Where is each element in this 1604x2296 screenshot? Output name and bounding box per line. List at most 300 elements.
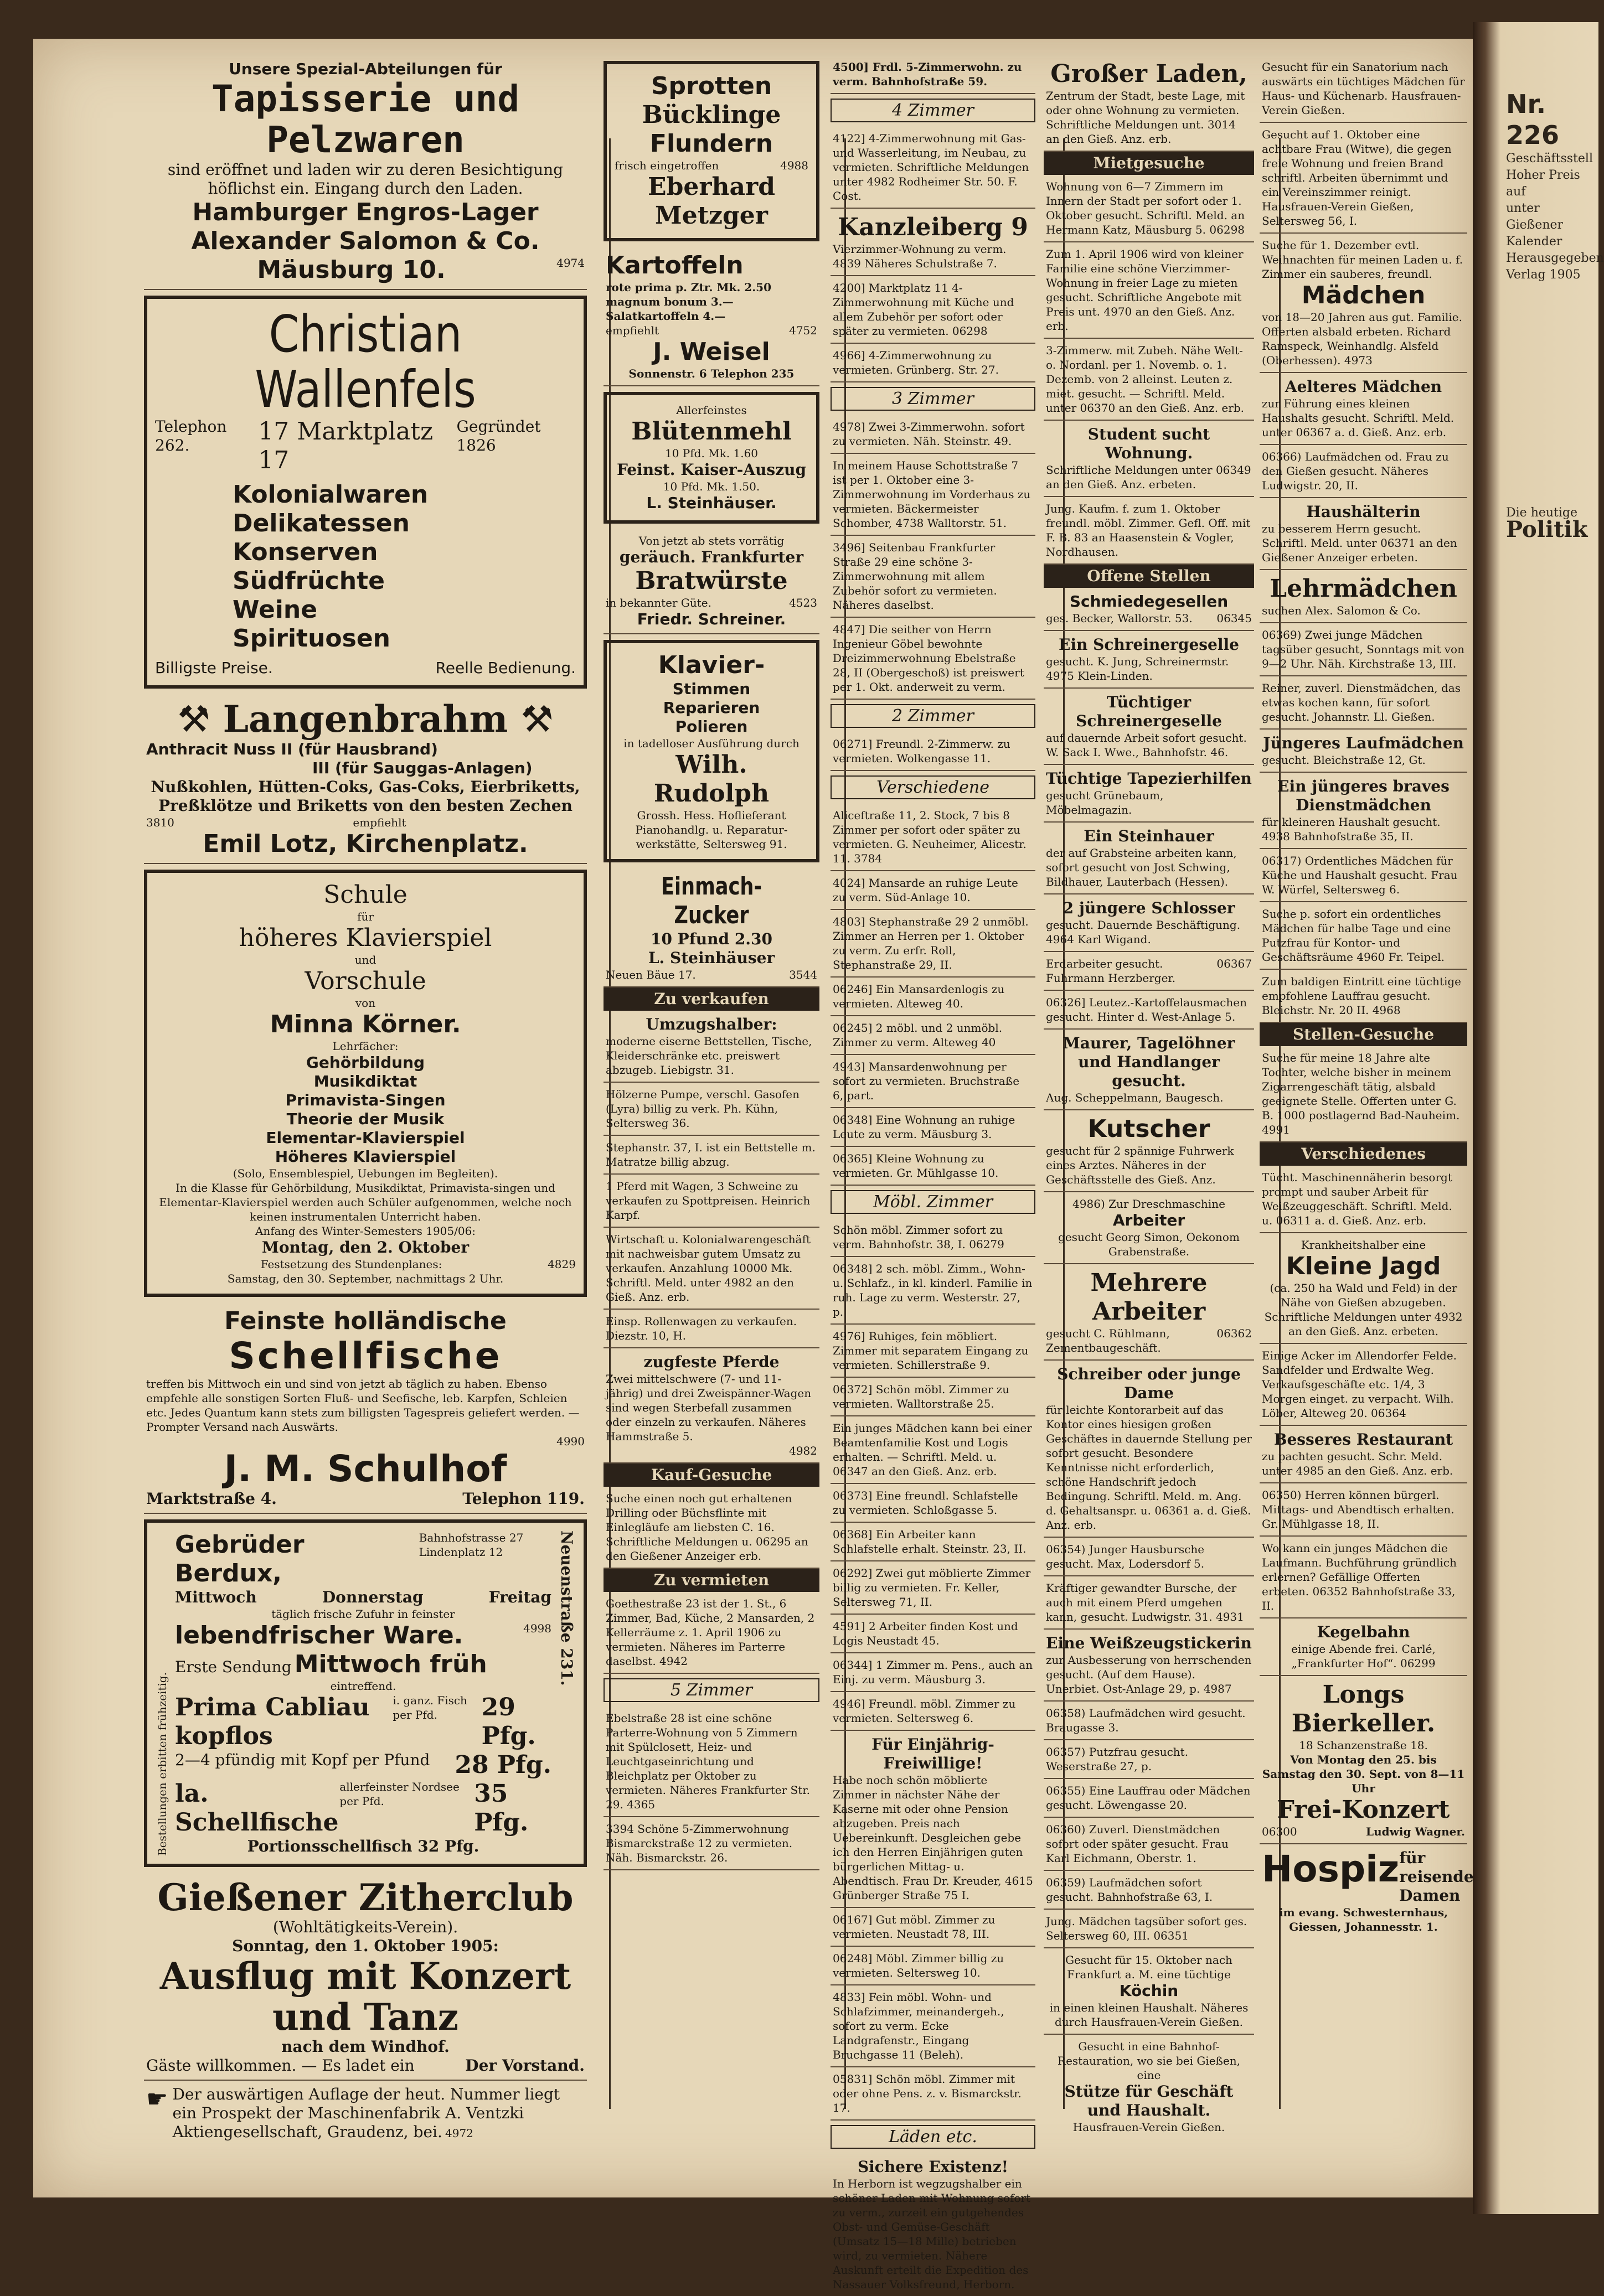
classified-ad: 06348] Eine Wohnung an ruhige Leute zu verm. Mäusburg 3. <box>831 1108 1035 1147</box>
classified-ad: 06271] Freundl. 2-Zimmerw. zu vermieten. Wolkengasse 11. <box>831 732 1035 771</box>
ad-ref: 4991 <box>1262 1123 1290 1136</box>
ad-text: Habe noch schön möblierte Zimmer in nächster Nähe der Kaserne mit oder ohne Pension abzugeben. Preis nach Uebereinkunft. Desgleichen gebe ich den Herren Einjährigen guten bürgerlichen Mittag- u. Abendtisch. Frau Dr. Kreuder, 4615 Grünberger Straße 75 I. <box>833 1773 1033 1902</box>
ad-text: täglich frische Zufuhr in feinster <box>271 1607 455 1621</box>
classified-ad: Wirtschaft u. Kolonialwarengeschäft mit nachweisbar gutem Umsatz zu verkaufen. Anzahlung 10000 Mk. Schriftl. Meld. unter 4982 an den Gieß. Anz. erb. <box>604 1228 819 1310</box>
ad-text: (Wohltätigkeits-Verein). <box>272 1918 458 1936</box>
ad-ref: 4972 <box>445 2127 473 2140</box>
ad-ref: 4990 <box>556 1435 585 1448</box>
ad-text: für <box>357 910 374 923</box>
ad-ref: 06300 <box>1262 1825 1297 1838</box>
ad-klavierschule <box>144 870 587 1297</box>
ad-ref: 4829 <box>548 1258 576 1271</box>
ad-schreinergeselle <box>1044 631 1254 689</box>
ad-item: Anthracit Nuss II (für Hausbrand) <box>146 740 438 758</box>
ad-date: Samstag, den 30. September, nachmittags 2 Uhr. <box>227 1272 504 1285</box>
ad-company: L. Steinhäuser. <box>646 494 777 512</box>
facing-text-4: Herausgegeben <box>1506 251 1604 265</box>
ad-title: Langenbrahm <box>223 697 508 741</box>
ad-ref: 3544 <box>789 968 817 981</box>
ad-text: Der auswärtigen Auflage der heut. Nummer liegt ein Prospekt der Maschinenfabrik A. Ventzki Aktiengesellschaft, Graudenz, bei. <box>172 2085 560 2141</box>
ad-text: in einen kleinen Haushalt. Näheres durch Hausfrauen-Verein Gießen. <box>1049 2001 1249 2029</box>
classified-ad: 4978] Zwei 3-Zimmerwohn. sofort zu vermieten. Näh. Steinstr. 49. <box>831 415 1035 454</box>
ad-ref: 3394 <box>606 1822 634 1835</box>
ad-title: Stütze für Geschäft und Haushalt. <box>1064 2082 1234 2119</box>
ad-tapisserie <box>144 55 587 290</box>
ad-schmied <box>1044 588 1254 631</box>
ad-price: 28 Pfg. <box>455 1751 551 1779</box>
classified-ad: 06245] 2 möbl. und 2 unmöbl. Zimmer zu verm. Alteweg 40 <box>831 1016 1035 1055</box>
ad-ref: 06298 <box>952 324 988 338</box>
column-3 <box>831 55 1035 2291</box>
classified-ad: 06359) Laufmädchen sofort gesucht. Bahnhofstraße 63, I. <box>1044 1871 1254 1910</box>
classified-ad <box>831 276 1035 344</box>
ad-text: Festsetzung des Stundenplanes: <box>260 1258 442 1271</box>
ad-ref: 4931 <box>1215 1610 1244 1623</box>
ad-ref: 4365 <box>627 1798 656 1811</box>
ad-title: Großer Laden, <box>1050 60 1247 88</box>
ad-price: 10 Pfund 2.30 <box>650 930 773 948</box>
ad-ref: 4523 <box>789 596 817 609</box>
ad-haushaelterin <box>1260 498 1467 570</box>
classified-ad <box>1044 1910 1254 1948</box>
ad-bluetenmehl <box>604 392 819 524</box>
ad-title: Schellfische <box>229 1335 502 1377</box>
classified-ad: 06368] Ein Arbeiter kann Schlafstelle erhalt. Steinstr. 23, II. <box>831 1523 1035 1561</box>
ad-address: 18 Schanzenstraße 18. <box>1299 1739 1428 1752</box>
ad-ref: 06364 <box>1371 1406 1406 1420</box>
classified-ad: Einsp. Rollenwagen zu verkaufen. Diezstr. 10, H. <box>604 1310 819 1348</box>
ad-company: Friedr. Schreiner. <box>637 610 786 628</box>
ad-title: Longs Bierkeller. <box>1291 1680 1436 1737</box>
ad-address: Mäusburg 10. <box>257 256 446 284</box>
classified-ad: 06357) Putzfrau gesucht. Weserstraße 27, p. <box>1044 1740 1254 1779</box>
ad-ref: 06362 <box>1216 1327 1252 1340</box>
classified-ad: 06360) Zuverl. Dienstmädchen sofort oder später gesucht. Frau Karl Eichmann, Oberstr. 1. <box>1044 1818 1254 1871</box>
ad-signature: Ludwig Wagner. <box>1366 1825 1465 1838</box>
ad-ref: 4974 <box>556 256 585 270</box>
ad-text: 4200] Marktplatz 11 4-Zimmerwohnung mit Küche und allem Zubehör per sofort oder später zu vermieten. <box>833 281 1014 338</box>
classified-ad: 06344] 1 Zimmer m. Pens., auch an Einj. zu verm. Mäusburg 3. <box>831 1653 1035 1692</box>
ad-title: Köchin <box>1119 1982 1179 2000</box>
ad-title: Sprotten <box>651 72 772 100</box>
ad-ref: 4987 <box>1203 1682 1232 1695</box>
ad-sprotten <box>604 61 819 241</box>
ad-title: Lehrmädchen <box>1270 575 1457 603</box>
hammer-icon: ⚒ <box>177 698 210 741</box>
ad-hospiz <box>1260 1844 1474 1938</box>
ad-heading: Unsere Spezial-Abteilungen für <box>229 60 502 78</box>
classified-ad: 4847] Die seither von Herrn Ingenieur Göbel bewohnte Dreizimmerwohnung Ebelstraße 28, II (Obergeschoß) ist preiswert per 1. Okt. anderweit zu verm. <box>831 618 1035 700</box>
ad-zitherclub <box>144 1873 587 2081</box>
ad-text: suchen Alex. Salomon & Co. <box>1262 604 1421 617</box>
ad-text: sind eröffnet und laden wir zu deren Besichtigung höflichst ein. Eingang durch den Laden. <box>167 161 564 198</box>
ad-text: Zentrum der Stadt, beste Lage, mit oder ohne Wohnung zu vermieten. Schriftliche Meldungen unt. 3014 an den Gieß. Anz. erb. <box>1046 89 1245 146</box>
ad-address: Marktstraße 4. <box>146 1490 277 1508</box>
ad-title: Flundern <box>649 130 773 158</box>
classified-ad: 4943] Mansardenwohnung per sofort zu vermieten. Bruchstraße 6, part. <box>831 1055 1035 1108</box>
ad-title: Für Einjährig-Freiwillige! <box>871 1735 994 1772</box>
ad-title: Kutscher <box>1087 1115 1210 1143</box>
column-1 <box>144 55 587 2141</box>
ad-kegelbahn <box>1260 1618 1467 1676</box>
ad-text: Lehrfächer: <box>332 1040 399 1053</box>
ad-company: Minna Körner. <box>270 1010 461 1038</box>
section-heading: Kauf-Gesuche <box>604 1464 819 1487</box>
ad-item: Elementar-Klavierspiel <box>266 1129 465 1147</box>
ad-title: Tüchtiger Schreinergeselle <box>1076 693 1222 730</box>
ad-tuechtig <box>1044 689 1254 765</box>
ad-text: Schriftliche Meldungen unter 06349 an den Gieß. Anz. erbeten. <box>1046 463 1251 491</box>
ad-note: allerfeinster Nordsee per Pfd. <box>339 1780 460 1808</box>
classified-ad <box>1260 1537 1467 1618</box>
ad-note: i. ganz. Fisch per Pfd. <box>393 1694 467 1721</box>
ad-address: Giessen, Johannesstr. 1. <box>1289 1920 1438 1933</box>
ad-ref: 06298 <box>1209 223 1245 236</box>
ad-text: zu besserem Herrn gesucht. Schriftl. Meld. unter 06371 an den Gießener Anzeiger erbeten. <box>1262 522 1457 564</box>
ad-title: Bratwürste <box>635 567 788 595</box>
ad-title: Sichere Existenz! <box>857 2158 1009 2176</box>
section-heading: Offene Stellen <box>1044 565 1254 588</box>
ad-date: Von Montag den 25. bis Samstag den 30. Sept. von 8—11 Uhr <box>1262 1753 1465 1795</box>
ad-ref: 4973 <box>1344 354 1373 367</box>
ad-founded: Gegründet 1826 <box>456 417 541 454</box>
ad-phone: Telephon 119. <box>462 1490 585 1508</box>
ad-prospekt <box>144 2081 587 2146</box>
ad-date: Montag, den 2. Oktober <box>261 1238 470 1256</box>
ad-text: Suche für 1. Dezember evtl. Weihnachten für meinen Laden u. f. Zimmer ein sauberes, freundl. <box>1262 239 1463 281</box>
ad-item: Salatkartoffeln 4.— <box>606 309 726 323</box>
classified-ad <box>831 804 1035 871</box>
ad-side-text: Neuenstraße 231. <box>558 1530 576 1686</box>
classified-ad: Gesucht auf 1. Oktober eine achtbare Frau (Witwe), die gegen freie Wohnung und freien Brand schriftl. Arbeiten übernimmt und ein Vereinszimmer reinigt. Hausfrauen-Verein Gießen, Seltersweg 56, I. <box>1260 123 1467 234</box>
ad-text: Wohnung von 6—7 Zimmern im Innern der Stadt per sofort oder 1. Oktober gesucht. Schriftl. Meld. an Hermann Katz, Mäusburg 5. <box>1046 180 1245 236</box>
ad-address: Bahnhofstrasse 27 Lindenplatz 12 <box>419 1531 524 1559</box>
ad-item: Portionsschellfisch 32 Pfg. <box>247 1837 479 1855</box>
ad-heading: Schule <box>323 881 408 909</box>
ad-text: Hausfrauen-Verein Gießen. <box>1072 2121 1225 2134</box>
ad-title: Eine Weißzeugstickerin <box>1046 1634 1252 1652</box>
classified-ad: Suche einen noch gut erhaltenen Drilling oder Büchsflinte mit Einlegläufe am liebsten C. 16. Schriftliche Meldungen u. 06295 an den Gießener Anzeiger erb. <box>604 1487 819 1569</box>
ad-title: Einmach-Zucker <box>661 872 762 929</box>
section-heading: Zu verkaufen <box>604 987 819 1011</box>
ad-heading: Feinste holländische <box>224 1307 507 1335</box>
classified-ad: 06373] Eine freundl. Schlafstelle zu vermieten. Schloßgasse 5. <box>831 1484 1035 1523</box>
ad-jagd <box>1260 1233 1467 1344</box>
classified-ad: In meinem Hause Schottstraße 7 ist per 1. Oktober eine 3-Zimmerwohnung im Vorderhaus zu vermieten. Bäckermeister Schomber, 4738 Walltorstr. 51. <box>831 454 1035 536</box>
ad-text: geräuch. Frankfurter <box>619 548 804 566</box>
ad-text: Jung. Mädchen tagsüber sofort ges. Seltersweg 60, III. <box>1046 1915 1247 1942</box>
ad-text: In Herborn ist wegzugshalber ein schöner Laden mit Wohnung sofort zu verm., zurzeit ein gutgehendes Obst- und Gemüse-Geschäft (Umsatz 15—18 Mille) betrieben wird, zu vermieten. Nähere Auskunft erteilt die Expedition des Nassauer Volksfreund, Herborn. <box>833 2177 1031 2291</box>
ad-grosser-laden <box>1044 55 1254 152</box>
ad-price: 29 Pfg. <box>481 1693 536 1750</box>
classified-ad: 06369) Zwei junge Mädchen tagsüber gesucht, Sonntags mit von 9—2 Uhr. Näh. Kirchstraße 13, III. <box>1260 623 1467 676</box>
ad-text: und <box>354 953 376 966</box>
ad-text: Zwei mittelschwere (7- und 11-jährig) und drei Zweispänner-Wagen sind wegen Sterbefall zusammen oder einzeln zu verkaufen. Näheres Hammstraße 5. <box>606 1372 812 1443</box>
ad-title: Frei-Konzert <box>1277 1796 1450 1824</box>
ad-mehrere <box>1044 1264 1254 1361</box>
classified-ad: 06365] Kleine Wohnung zu vermieten. Gr. Mühlgasse 10. <box>831 1147 1035 1186</box>
ad-title: Blütenmehl <box>631 417 792 446</box>
page-number: Nr. 226 <box>1506 89 1560 150</box>
ad-title: Ausflug mit Konzert und Tanz <box>159 1954 571 2039</box>
ad-ref: 06367 <box>1216 957 1252 970</box>
ad-text: Aug. Scheppelmann, Baugesch. <box>1046 1091 1224 1104</box>
ad-text: (Solo, Ensemblespiel, Uebungen im Begleiten). <box>233 1167 498 1180</box>
ad-text: Suche für meine 18 Jahre alte Tochter, welche bisher in meinem Zigarrengeschäft tätig, alsbald geeignete Stelle. Offerten unter G. B. 1000 postlagernd Bad-Nauheim. <box>1262 1051 1460 1122</box>
classified-ad <box>1260 1046 1467 1142</box>
ad-item: Polieren <box>675 717 748 736</box>
ad-item: Delikatessen <box>233 509 410 537</box>
ad-text: Von jetzt ab stets vorrätig <box>638 534 785 547</box>
ad-ref: 4988 <box>780 159 808 172</box>
facing-text-6: Die heutige <box>1506 506 1578 520</box>
ad-kanzleiberg <box>831 209 1035 276</box>
ad-text: Kräftiger gewandter Bursche, der auch mit einem Pferd umgehen kann, gesucht. Ludwigstr. 31. <box>1046 1581 1237 1623</box>
ad-text: Krankheitshalber eine <box>1301 1238 1426 1252</box>
ad-address: Neuen Bäue 17. <box>606 968 696 981</box>
classified-ad: 06372] Schön möbl. Zimmer zu vermieten. Walltorstraße 25. <box>831 1378 1035 1416</box>
ad-title: Klavier- <box>658 651 765 679</box>
section-heading: Stellen-Gesuche <box>1260 1023 1467 1046</box>
classified-ad <box>604 1817 819 1870</box>
ad-kartoffeln <box>604 247 819 386</box>
ad-koechin <box>1044 1948 1254 2035</box>
ad-klavier <box>604 640 819 862</box>
section-subheading: 3 Zimmer <box>831 387 1035 411</box>
ad-price: 35 Pfg. <box>474 1780 529 1837</box>
ad-schreiber <box>1044 1361 1254 1538</box>
ad-text: eintreffend. <box>330 1679 396 1693</box>
ad-ref: 06352 Bahnhofstraße 33, II. <box>1262 1585 1456 1612</box>
ad-address: Sonnenstr. 6 Telephon 235 <box>628 367 795 380</box>
ad-company: Hamburger Engros-Lager <box>192 198 539 226</box>
ad-item: Musikdiktat <box>313 1072 417 1090</box>
ad-item: Spirituosen <box>233 624 390 653</box>
classified-ad <box>604 1592 819 1674</box>
ad-title: Ein jüngeres braves Dienstmädchen <box>1277 777 1450 814</box>
ad-text: gesucht für 2 spännige Fuhrwerk eines Arztes. Näheres in der Geschäftsstelle des Gieß. Anz. <box>1046 1144 1234 1186</box>
ad-text: gesucht Grünebaum, Möbelmagazin. <box>1046 789 1164 816</box>
ad-text: (ca. 250 ha Wald und Feld) in der Nähe von Gießen abzugeben. Schriftliche Meldungen unter 4932 an den Gieß. Anz. erbeten. <box>1264 1281 1463 1338</box>
ad-text: Einige Acker im Allendorfer Felde. Sandfelder und Erdwalte Weg. Verkaufsgeschäfte etc. 1/4, 3 Morgen einget. zu verpacht. Wilh. Löber, Alteweg 20. <box>1262 1349 1457 1420</box>
ad-restaurant <box>1260 1426 1467 1483</box>
ad-item: magnum bonum 3.— <box>606 295 734 308</box>
ad-price: 10 Pfd. Mk. 1.50. <box>663 480 760 493</box>
ad-text: In die Klasse für Gehörbildung, Musikdiktat, Primavista-singen und Elementar-Klavierspiel werden auch Schüler aufgenommen, welche noch keinen instrumentalen Unterricht haben. <box>159 1181 572 1223</box>
ad-text: Gesucht in eine Bahnhof-Restauration, wo sie bei Gießen, eine <box>1058 2040 1240 2082</box>
ad-schlosser <box>1044 894 1254 952</box>
classified-ad <box>604 1707 819 1817</box>
ad-text: Anfang des Winter-Semesters 1905/06: <box>255 1224 476 1238</box>
ad-title: Haushälterin <box>1306 503 1421 521</box>
ad-title: Jüngeres Laufmädchen <box>1263 734 1464 752</box>
ad-company: J. M. Schulhof <box>224 1447 507 1490</box>
ad-text: ges. Becker, Wallorstr. 53. <box>1046 612 1193 625</box>
ad-ref: 06299 <box>1400 1657 1436 1670</box>
column-5 <box>1260 55 1474 2137</box>
ad-item: Reparieren <box>663 699 760 717</box>
ad-longs <box>1260 1676 1467 1844</box>
classified-ad: 4500] Frdl. 5-Zimmerwohn. zu verm. Bahnhofstraße 59. <box>831 55 1035 94</box>
facing-text-0: Geschäftsstell <box>1506 152 1593 166</box>
hammer-icon: ⚒ <box>520 698 554 741</box>
classified-ad: 3496] Seitenbau Frankfurter Straße 29 eine schöne 3-Zimmerwohnung mit allem Zubehör sofort zu vermieten. Näheres daselbst. <box>831 536 1035 618</box>
ad-signature: Der Vorstand. <box>465 2056 585 2075</box>
ad-text: gesucht C. Rühlmann, Zementbaugeschäft. <box>1046 1327 1170 1354</box>
ad-text: nach dem Windhof. <box>281 2038 450 2056</box>
ad-lehrmaedchen <box>1260 570 1467 623</box>
section-subheading: 5 Zimmer <box>604 1678 819 1702</box>
ad-day: Donnerstag <box>322 1588 424 1606</box>
classified-ad: Tücht. Maschinennäherin besorgt prompt und sauber Arbeit für Weißzeuggeschäft. Schriftl. Meld. u. 06311 a. d. Gieß. Anz. erb. <box>1260 1166 1467 1233</box>
ad-text: Grossh. Hess. Hoflieferant <box>637 809 786 822</box>
classified-ad: 4591] 2 Arbeiter finden Kost und Logis Neustadt 45. <box>831 1615 1035 1653</box>
ad-title: Student sucht Wohnung. <box>1087 425 1210 462</box>
ad-title: Tapisserie und Pelzwaren <box>211 77 520 161</box>
ad-bratwuerste <box>604 529 819 634</box>
classified-ad: 06292] Zwei gut möblierte Zimmer billig zu vermieten. Fr. Keller, Seltersweg 71, II. <box>831 1561 1035 1615</box>
classified-ad: Reiner, zuverl. Dienstmädchen, das etwas kochen kann, für sofort gesucht. Johannstr. Ll. Gießen. <box>1260 676 1467 730</box>
classified-ad: Ein junges Mädchen kann bei einer Beamtenfamilie Kost und Logis erhalten. — Schriftl. Meld. u. 06347 an den Gieß. Anz. erb. <box>831 1416 1035 1484</box>
ad-item: Primavista-Singen <box>285 1091 446 1109</box>
ad-aelteres <box>1260 373 1467 445</box>
ad-date: Sonntag, den 1. Oktober 1905: <box>232 1937 499 1955</box>
ad-schellfische <box>144 1302 587 1514</box>
ad-stuetze <box>1044 2035 1254 2139</box>
classified-ad: 4946] Freundl. möbl. Zimmer zu vermieten. Seltersweg 6. <box>831 1692 1035 1731</box>
ad-tapezierer <box>1044 765 1254 823</box>
ad-company: Wilh. Rudolph <box>653 751 770 808</box>
classified-ad: 06246] Ein Mansardenlogis zu vermieten. Alteweg 40. <box>831 978 1035 1016</box>
ad-title: Bücklinge <box>642 101 781 129</box>
pointing-hand-icon: ☛ <box>146 2085 168 2113</box>
section-subheading: Möbl. Zimmer <box>831 1190 1035 1214</box>
classified-ad: 06366) Laufmädchen od. Frau zu den Gießen gesucht. Näheres Ludwigstr. 20, II. <box>1260 445 1467 498</box>
ad-text: von <box>355 996 376 1010</box>
ad-item: Theorie der Musik <box>286 1110 445 1128</box>
ad-title: Besseres Restaurant <box>1273 1430 1453 1449</box>
ad-item: rote prima p. Ztr. Mk. 2.50 <box>606 281 772 294</box>
ad-title: Tüchtige Tapezierhilfen <box>1046 769 1252 788</box>
ad-item: Gehörbildung <box>306 1053 425 1072</box>
facing-text-7: Politik <box>1506 516 1588 542</box>
ad-text: Mittwoch früh <box>294 1650 487 1678</box>
ad-title: Mädchen <box>1301 281 1426 309</box>
classified-ad: 4833] Fein möbl. Wohn- und Schlafzimmer, meinandergeh., sofort zu verm. Ecke Landgrafenstr., Eingang Bruchgasse 11 (Beleh). <box>831 1985 1035 2067</box>
ad-text: Goethestraße 23 ist der 1. St., 6 Zimmer, Bad, Küche, 2 Mansarden, 2 Kellerräume z. 1. April 1906 zu vermieten. Näheres im Parterre daselbst. <box>606 1597 815 1668</box>
ad-student <box>1044 421 1254 497</box>
ad-title: Arbeiter <box>1112 1211 1185 1229</box>
ad-ref: 4752 <box>789 324 817 337</box>
ad-phone: Telephon 262. <box>155 417 227 454</box>
ad-maedchen <box>1260 234 1467 373</box>
classified-ad: 06354) Junger Hausbursche gesucht. Max, Lodersdorf 5. <box>1044 1538 1254 1576</box>
ad-title: Kleine Jagd <box>1286 1252 1441 1280</box>
ad-text: Gäste willkommen. — Es ladet ein <box>146 2056 415 2075</box>
classified-ad <box>1260 1344 1467 1426</box>
ad-text: moderne eiserne Bettstellen, Tische, Kleiderschränke etc. preiswert abzugeb. Liebigstr. 31. <box>606 1035 812 1077</box>
ad-title: Kartoffeln <box>606 251 744 280</box>
classified-ad: Gesucht für ein Sanatorium nach auswärts ein tüchtiges Mädchen für Haus- und Küchenarb. Hausfrauen-Verein Gießen. <box>1260 55 1467 123</box>
ad-item: Weine <box>233 596 318 624</box>
ad-ref: 4998 <box>523 1622 551 1635</box>
classified-ad <box>1044 1576 1254 1630</box>
ad-title: 2 jüngere Schlosser <box>1063 899 1235 917</box>
ad-text: der auf Grabsteine arbeiten kann, sofort gesucht von Jost Schwing, Bildhauer, Lauterbach (Hessen). <box>1046 846 1237 888</box>
classified-ad: 4024] Mansarde an ruhige Leute zu verm. Süd-Anlage 10. <box>831 871 1035 910</box>
column-4 <box>1044 55 1254 2137</box>
ad-dienstmaedchen <box>1260 773 1467 849</box>
classified-ad: 06355) Eine Lauffrau oder Mädchen gesucht. Löwengasse 20. <box>1044 1779 1254 1818</box>
ad-item: Konserven <box>233 538 378 566</box>
ad-text: empfiehlt <box>606 324 659 337</box>
classified-ad: 3-Zimmerw. mit Zubeh. Nähe Welt- o. Nordanl. per 1. Novemb. o. 1. Dezemb. von 2 alleinst. Leuten z. miet. gesucht. — Schriftl. Meld. unter 06370 an den Gieß. Anz. erb. <box>1044 339 1254 421</box>
ad-title: höheres Klavierspiel <box>239 924 492 952</box>
ad-wallenfels <box>144 296 587 689</box>
ad-umzug <box>604 1011 819 1083</box>
ad-item: Höheres Klavierspiel <box>275 1147 456 1166</box>
ad-text: Schön möbl. Zimmer sofort zu verm. Bahnhofstr. 38, I. <box>833 1223 1003 1251</box>
section-subheading: Verschiedene <box>831 775 1035 799</box>
ad-title: Kegelbahn <box>1317 1623 1410 1641</box>
ad-text: zur Ausbesserung von herrschenden gesucht. (Auf dem Hause). Unerbiet. Ost-Anlage 29, p. <box>1046 1653 1252 1695</box>
ad-kutscher <box>1044 1110 1254 1192</box>
section-heading: Verschiedenes <box>1260 1142 1467 1166</box>
ad-address: 17 Marktplatz 17 <box>258 417 434 474</box>
classified-ad: 06326] Leutez.-Kartoffelausmachen gesucht. Hinter d. West-Anlage 5. <box>1044 991 1254 1030</box>
ad-item: la. Schellfische <box>175 1780 339 1837</box>
classified-ad: Hölzerne Pumpe, verschl. Gasofen (Lyra) billig zu verk. Ph. Kühn, Seltersweg 36. <box>604 1083 819 1136</box>
ad-text: Vierzimmer-Wohnung zu verm. 4839 Näheres Schulstraße 7. <box>833 242 1007 270</box>
classified-ad: 4976] Ruhiges, fein möbliert. Zimmer mit separatem Eingang zu vermieten. Schillerstraße 9. <box>831 1325 1035 1378</box>
classified-ad: 4122] 4-Zimmerwohnung mit Gas- und Wasserleitung, im Neubau, zu vermieten. Schriftliche Meldungen unter 4982 Rodheimer Str. 50. F. Cost. <box>831 127 1035 209</box>
ad-ref: 4942 <box>659 1654 688 1668</box>
ad-text: frisch eingetroffen <box>615 159 719 172</box>
ad-title: Vorschule <box>305 967 426 995</box>
ad-text: empfiehlt <box>353 816 406 829</box>
ad-text: 4986) Zur Dreschmaschine <box>1072 1197 1225 1211</box>
column-2 <box>604 55 819 2137</box>
ad-text: Erste Sendung <box>175 1658 292 1676</box>
classified-ad: Suche p. sofort ein ordentliches Mädchen für halbe Tage und eine Putzfrau für Kontor- und Geschäftsräume 4960 Fr. Teipel. <box>1260 902 1467 970</box>
section-subheading: 2 Zimmer <box>831 704 1035 728</box>
ad-company: L. Steinhäuser <box>648 949 775 967</box>
ad-ref: 4968 <box>1372 1004 1401 1017</box>
ad-item: III (für Sauggas-Anlagen) <box>312 759 533 777</box>
section-heading: Mietgesuche <box>1044 152 1254 175</box>
ad-ref: 06345 <box>1216 612 1252 625</box>
ad-address: Pianohandlg. u. Reparatur-werkstätte, Seltersweg 91. <box>635 823 788 851</box>
classified-ad: 06248] Möbl. Zimmer billig zu vermieten. Seltersweg 10. <box>831 1947 1035 1985</box>
ad-existenz <box>831 2153 1035 2296</box>
ad-item: 2—4 pfündig mit Kopf per Pfund <box>175 1751 430 1769</box>
ad-side-text: Bestellungen erbitten frühzeitig. <box>156 1672 169 1856</box>
ad-einjaehrig <box>831 1731 1035 1908</box>
ad-text: Wo kann ein junges Mädchen die Laufmann. Buchführung gründlich erlernen? Gefällige Offerten erbeten. <box>1262 1542 1457 1598</box>
ad-item: Kolonialwaren <box>233 480 429 509</box>
ad-text: für kleineren Haushalt gesucht. 4938 Bahnhofstraße 35, II. <box>1262 815 1441 843</box>
ad-day: Freitag <box>488 1588 551 1606</box>
classified-ad <box>1044 175 1254 242</box>
ad-title: Feinst. Kaiser-Auszug <box>616 461 807 479</box>
ad-text: von 18—20 Jahren aus gut. Familie. Offerten alsbald erbeten. Richard Ramspeck, Weinhandlg. Alsfeld (Oberhessen). <box>1262 311 1462 367</box>
ad-title: Schreiber oder junge Dame <box>1057 1365 1241 1402</box>
section-heading: Zu vermieten <box>604 1569 819 1592</box>
ad-title: Schmiedegesellen <box>1069 592 1229 611</box>
ad-text: Gesucht für 15. Oktober nach Frankfurt a. M. eine tüchtige <box>1065 1953 1232 1981</box>
ad-text: gesucht. Dauernde Beschäftigung. 4964 Karl Wigand. <box>1046 918 1241 946</box>
ad-weisszeug <box>1044 1630 1254 1702</box>
